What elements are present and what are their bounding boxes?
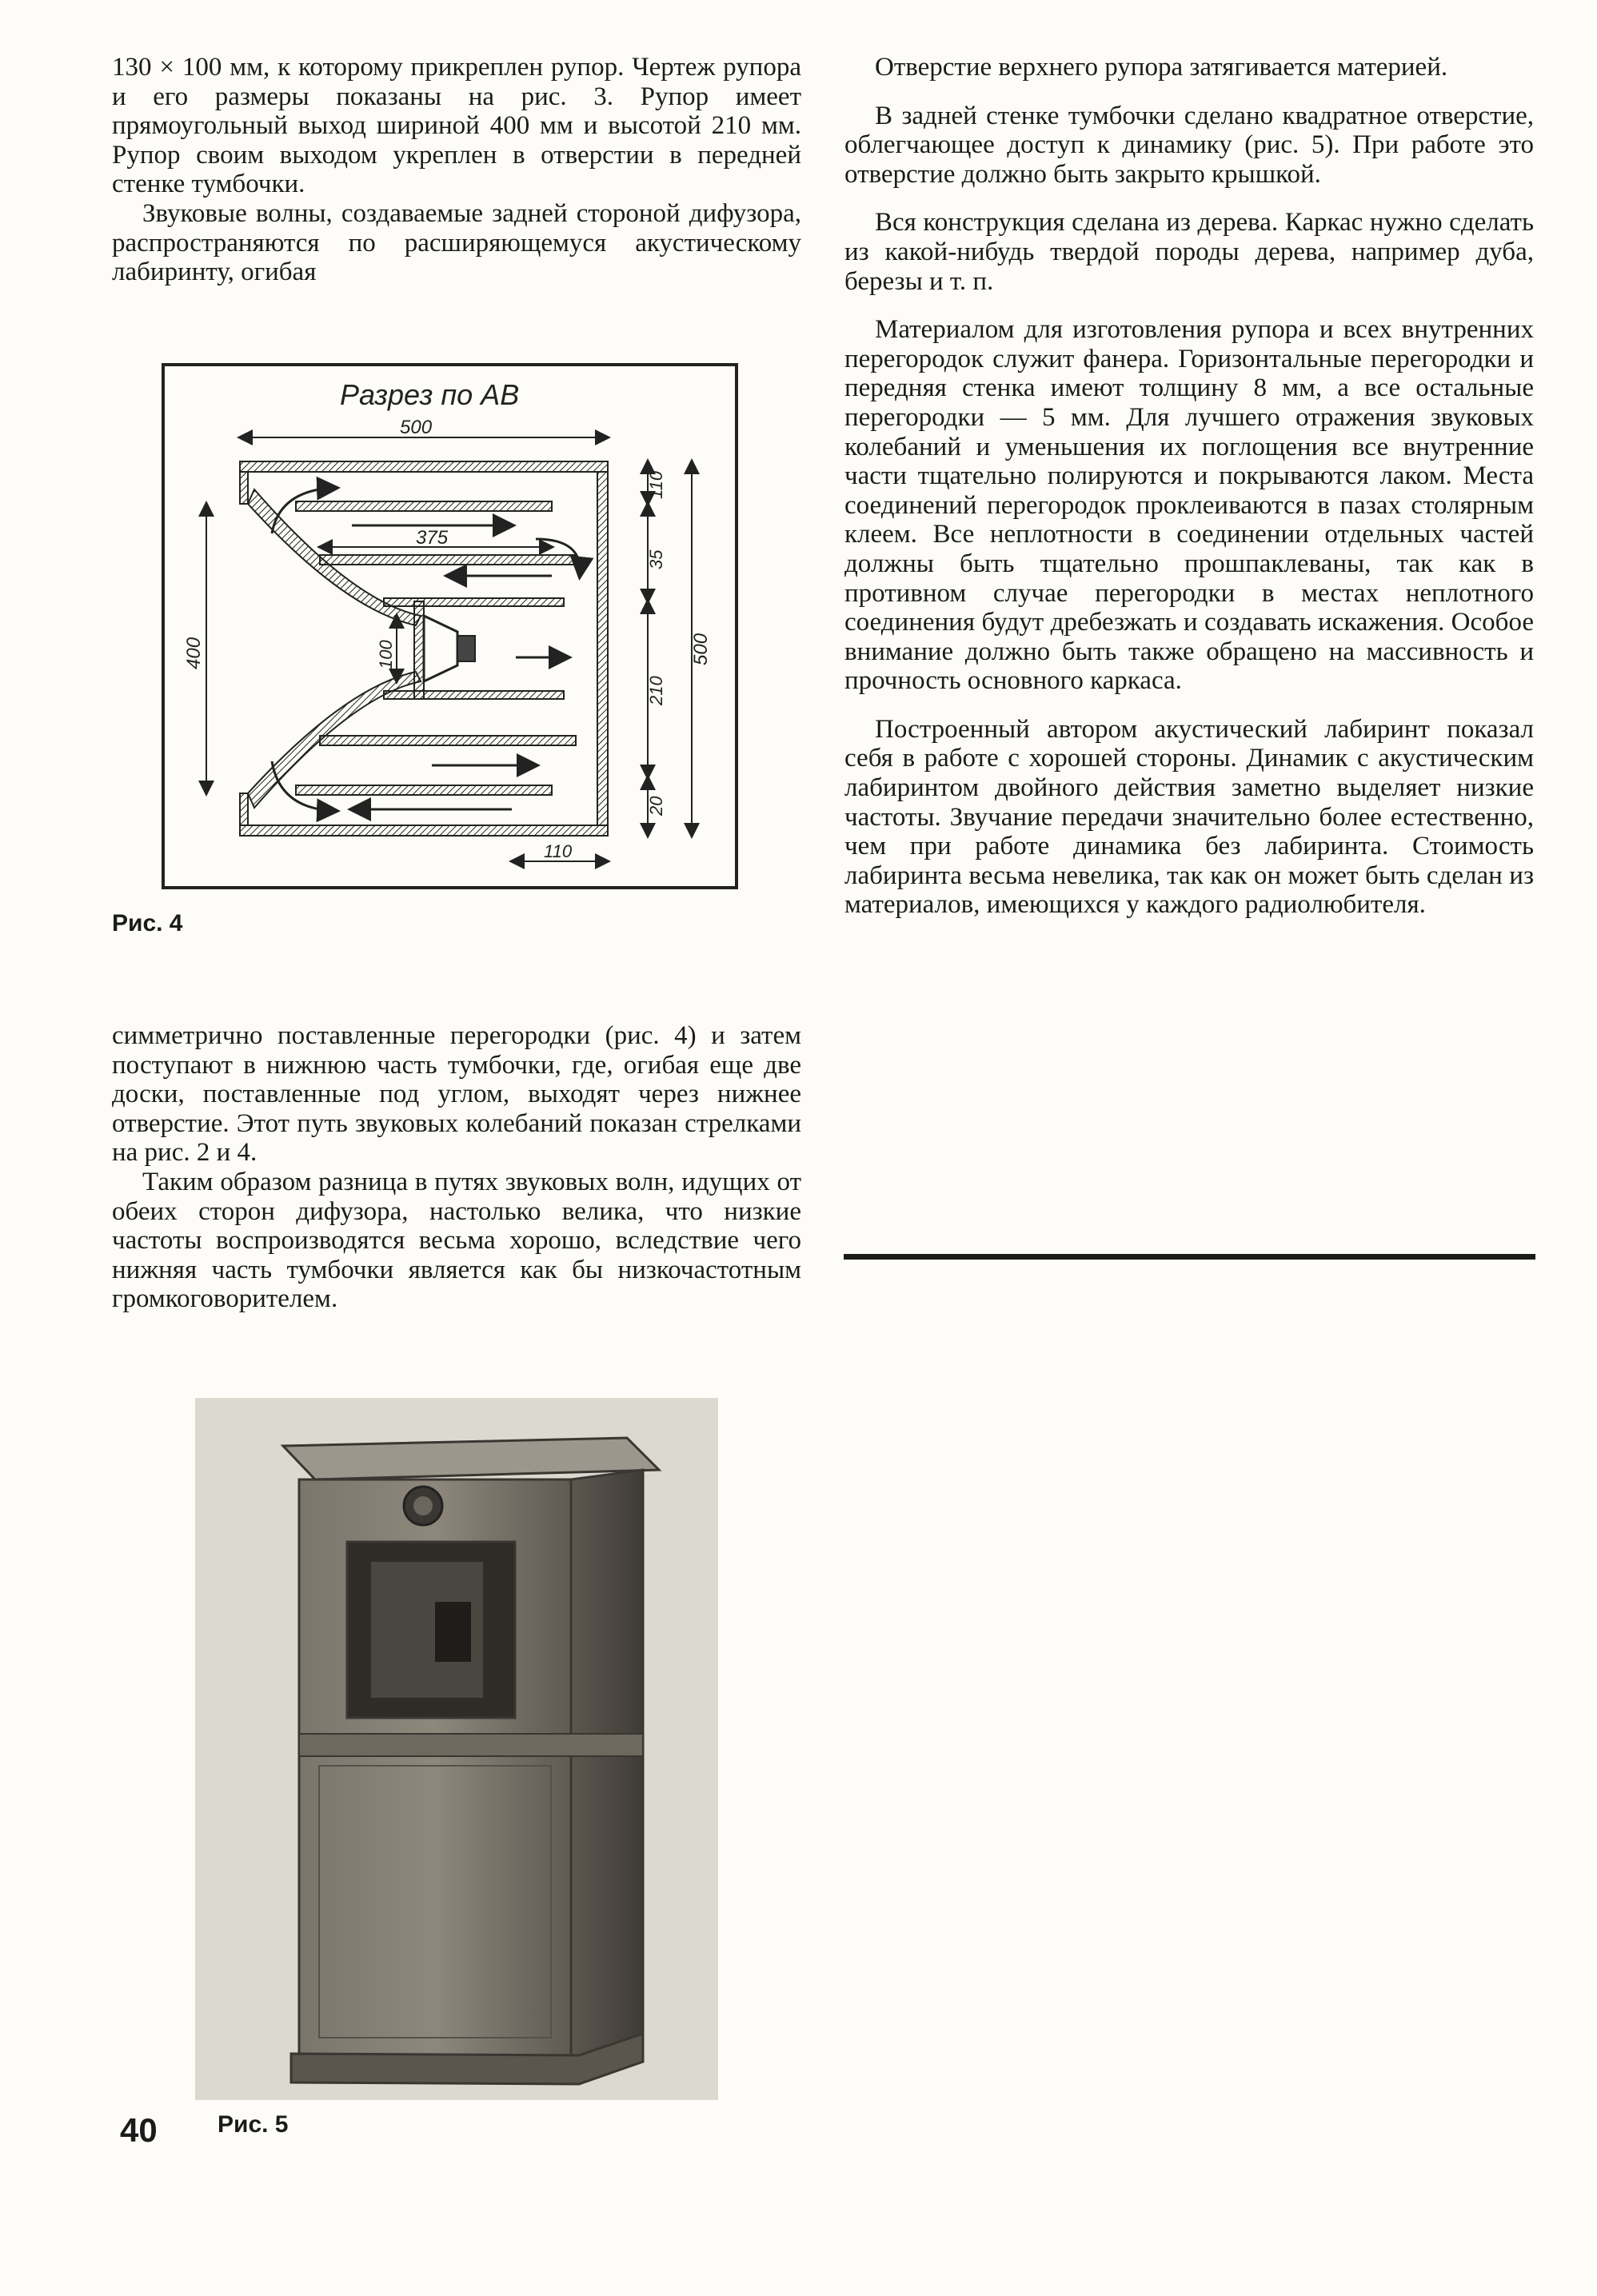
dim-35: 35 — [646, 549, 666, 569]
paragraph: 130 × 100 мм, к которому прикреплен рупор. Чертеж рупора и его размеры показаны на рис. 3. Рупор имеет прямоугольный выход шириной 400 мм и высотой 210 мм. Рупор своим выходом укреплен в отверстии в передней стенке тумбочки. — [112, 53, 801, 199]
figure-5-photo — [195, 1398, 718, 2100]
paragraph: Отверстие верхнего рупора затягивается материей. — [875, 53, 1448, 82]
middle-rail — [299, 1734, 643, 1756]
figure-4-title: Разрез по АВ — [340, 378, 520, 411]
dim-210: 210 — [646, 676, 666, 705]
dim-375: 375 — [416, 527, 449, 549]
dim-20: 20 — [646, 796, 666, 816]
dim-110-bottom: 110 — [544, 841, 573, 861]
front-top-wall — [240, 472, 248, 504]
left-column-bottom — [112, 1021, 801, 1314]
section-rule — [844, 1254, 1535, 1260]
baffle-1 — [296, 501, 552, 511]
speaker-magnet — [435, 1602, 471, 1662]
baffle-6 — [296, 785, 552, 795]
speaker-magnet — [457, 636, 475, 661]
dim-500-width: 500 — [400, 417, 433, 438]
paragraph: симметрично поставленные перегородки (рис. 4) и затем поступают в нижнюю часть тумбочки, где, огибая еще две доски, поставленные под углом, выходят через нижнее отверстие. Этот путь звуковых колебаний показан стрелками на рис. 2 и 4. — [112, 1021, 801, 1168]
baffle-2 — [320, 555, 576, 565]
figure-4-drawing — [160, 361, 740, 891]
paragraph: Материалом для изготовления рупора и всех внутренних перегородок служит фанера. Горизонтальные перегородки и передняя стенка имеют толщину 8 мм, а все остальные перегородки — 5 мм. Для лучшего отражения звуковых колебаний и уменьшения их поглощения все внутренние части тщательно полируются и покрываются лаком. Места соединений перегородок проклеиваются в пазах столярным клеем. Все неплотности в соединении отдельных частей должны быть тщательно прошпаклеваны, так как в противном случае перегородки в местах неплотного соединения будут дребезжать и создавать искажения. Особое внимание должно быть также обращено на массивность и прочность основного каркаса. — [844, 315, 1534, 696]
cabinet-side — [571, 1470, 643, 2059]
paragraph: Звуковые волны, создаваемые задней стороной дифузора, распространяются по расширяющемуся акустическому лабиринту, огибая — [112, 198, 801, 287]
baffle-3 — [384, 598, 564, 606]
baffle-5 — [320, 736, 576, 745]
paragraph: Таким образом разница в путях звуковых волн, идущих от обеих сторон дифузора, настолько велика, что низкие частоты воспроизводятся весьма хорошо, вследствие чего нижняя часть тумбочки является как бы низкочастотным громкоговорителем. — [112, 1167, 801, 1314]
figure-4-caption: Рис. 4 — [112, 910, 183, 936]
paragraph: Вся конструкция сделана из дерева. Каркас нужно сделать из какой-нибудь твердой породы дерева, например дуба, березы и т. п. — [844, 208, 1534, 296]
section-diagram — [160, 361, 740, 891]
cabinet-photo — [195, 1398, 718, 2100]
dim-100: 100 — [376, 640, 396, 669]
dim-110-top: 110 — [646, 470, 666, 499]
right-column — [844, 53, 1534, 920]
speaker-cone — [424, 616, 457, 681]
paragraph: Построенный автором акустический лабиринт показал себя в работе с хорошей стороны. Динамик с акустическим лабиринтом двойного действия заметно выделяет низкие частоты. Звучание передачи значительно более естественно, чем при работе динамика без лабиринта. Стоимость лабиринта весьма невелика, так как он может быть сделан из материалов, имеющихся у каждого радиолюбителя. — [844, 714, 1534, 920]
top-wall — [240, 461, 608, 472]
back-wall — [597, 472, 608, 825]
figure-5-caption: Рис. 5 — [218, 2111, 289, 2138]
bottom-wall — [240, 825, 608, 836]
page-number: 40 — [120, 2111, 158, 2149]
paragraph: В задней стенке тумбочки сделано квадратное отверстие, облегчающее доступ к динамику (рис. 5). При работе это отверстие должно быть закрыто крышкой. — [844, 101, 1534, 189]
baffle-4 — [384, 691, 564, 699]
speaker-board — [414, 601, 424, 699]
dim-500-height: 500 — [690, 633, 712, 665]
front-bottom-wall — [240, 793, 248, 825]
left-column-top — [112, 53, 801, 287]
dim-400: 400 — [183, 637, 205, 669]
